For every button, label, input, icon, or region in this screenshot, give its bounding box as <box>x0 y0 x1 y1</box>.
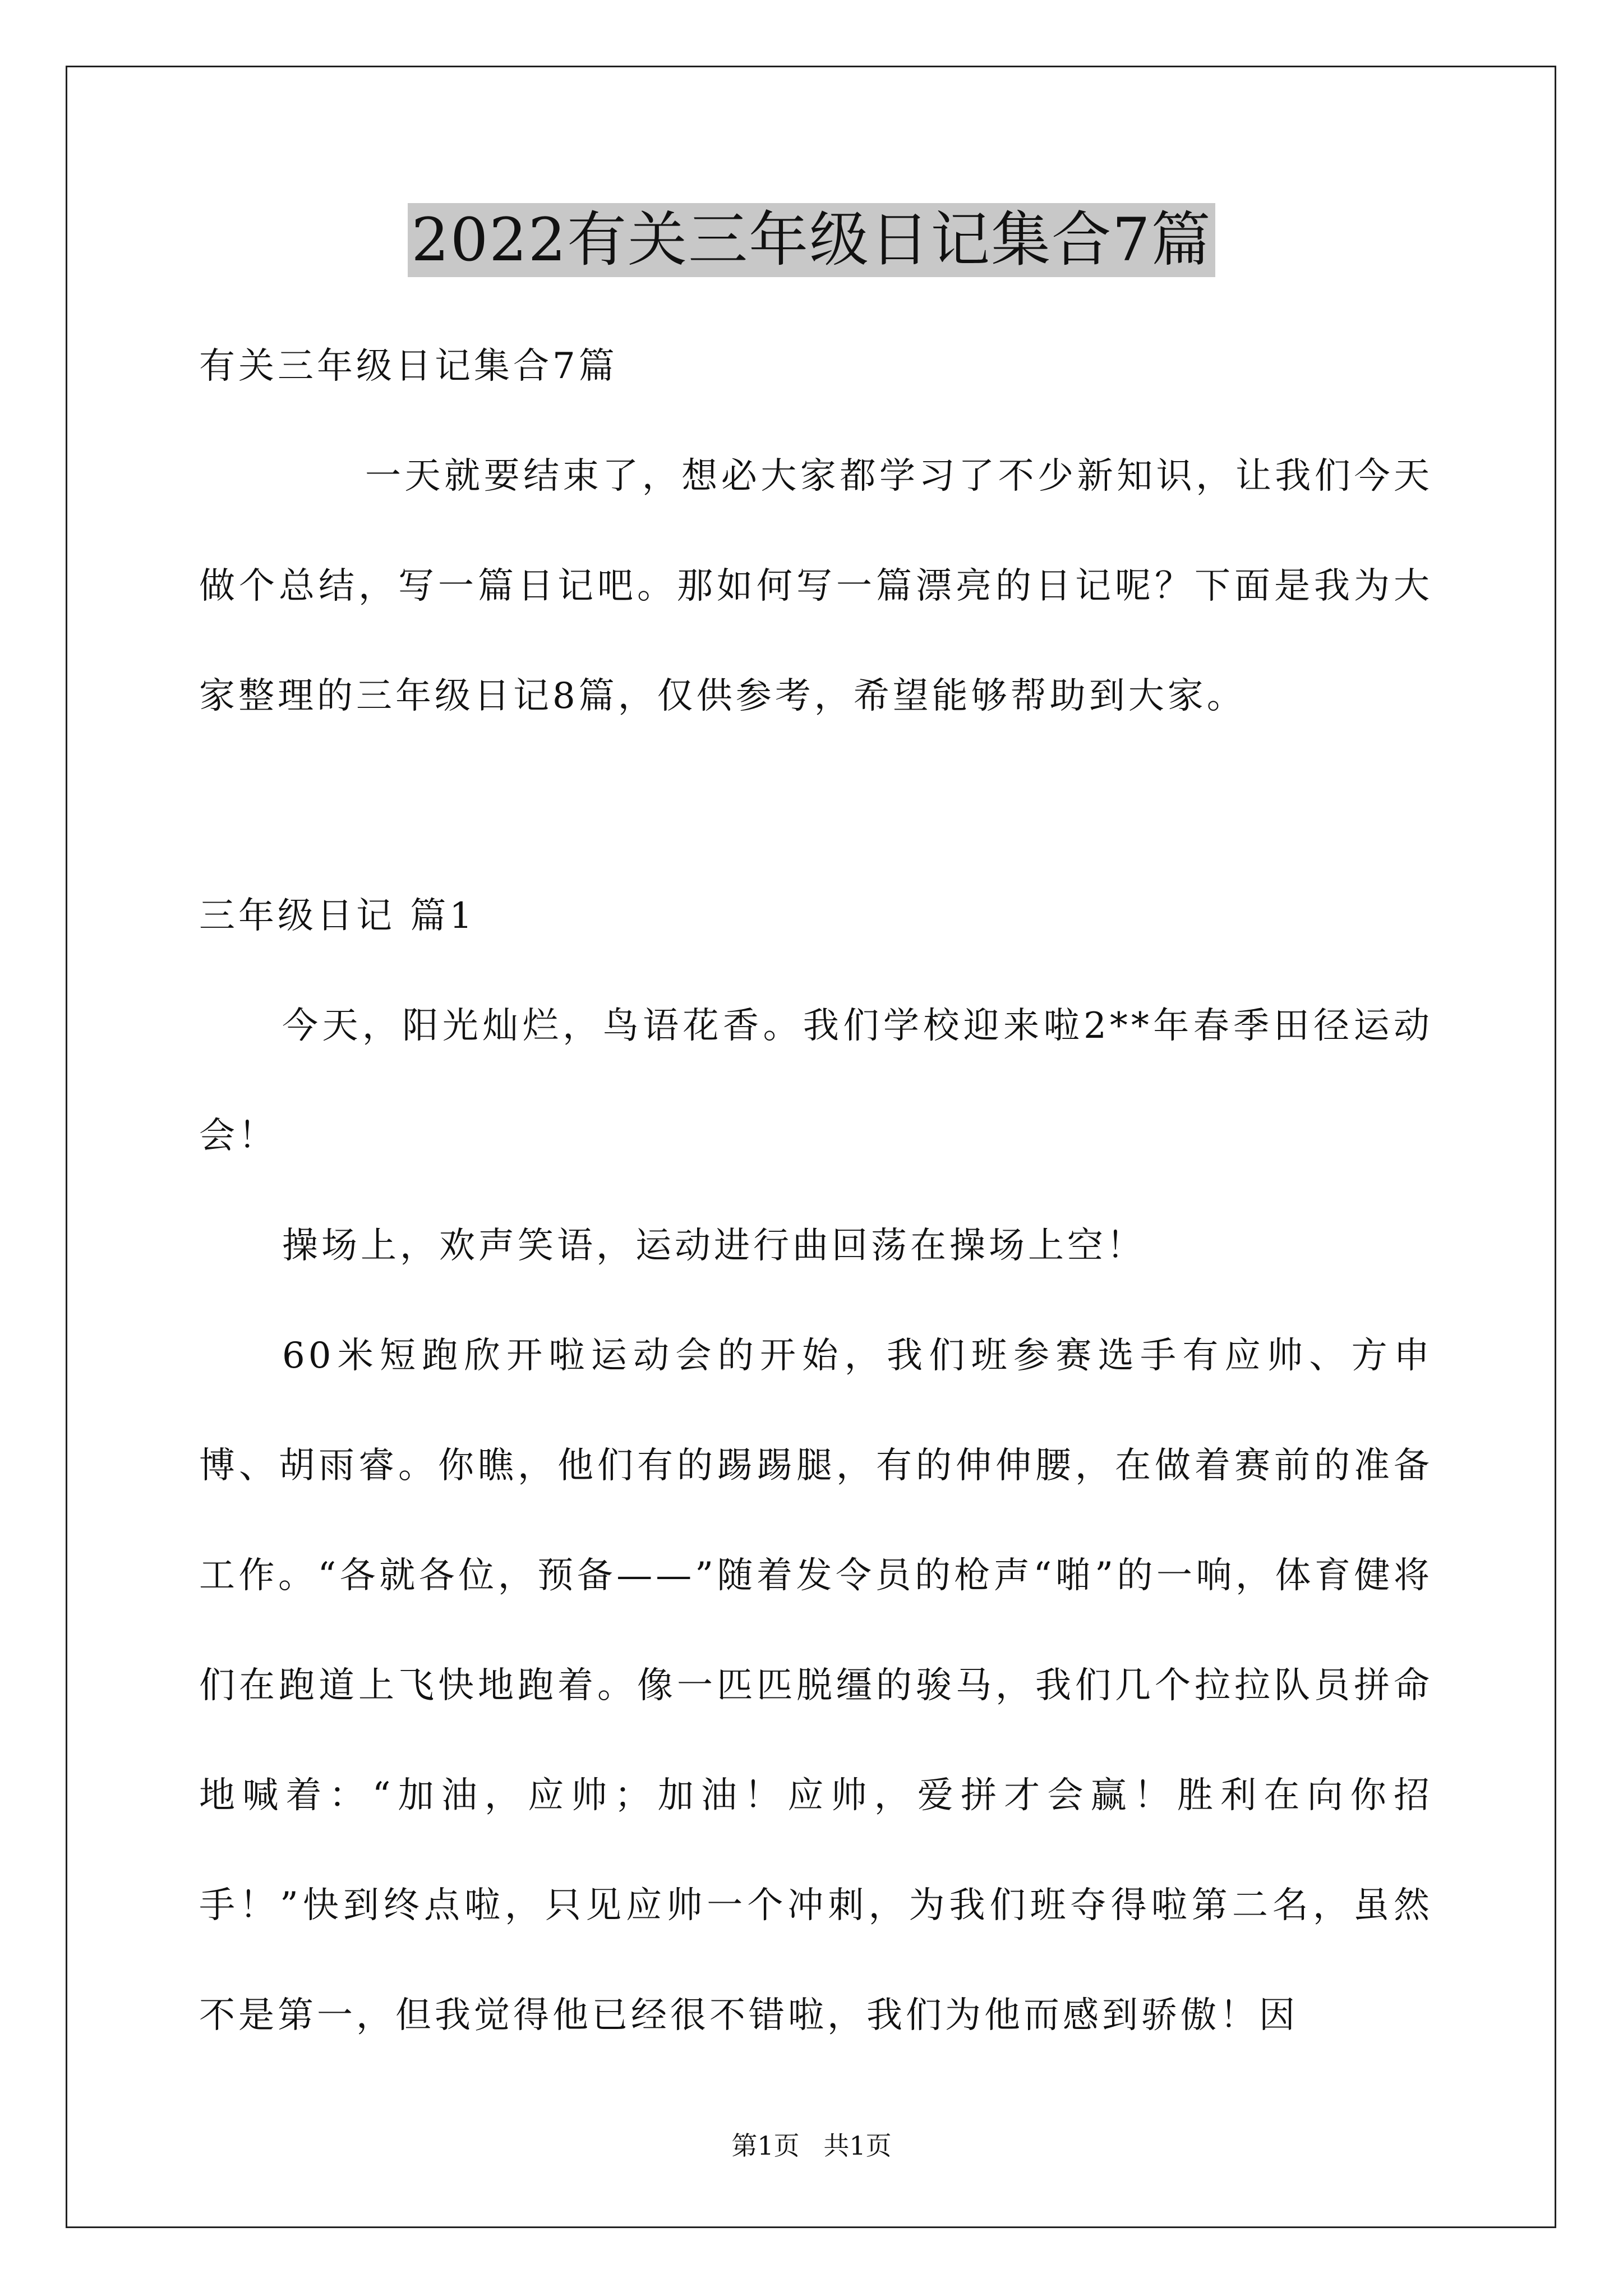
intro-paragraph: 一天就要结束了，想必大家都学习了不少新知识，让我们今天做个总结，写一篇日记吧。那如何写一篇漂亮的日记呢？下面是我为大家整理的三年级日记8篇，仅供参考，希望能够帮助到大家。 <box>199 455 1433 717</box>
document-body <box>199 311 1433 2070</box>
title-container <box>0 203 1623 277</box>
body-paragraph: 60米短跑欣开啦运动会的开始，我们班参赛选手有应帅、方申博、胡雨睿。你瞧，他们有的踢踢腿，有的伸伸腰，在做着赛前的准备工作。“各就各位，预备——”随着发令员的枪声“啪”的一响，体育健将们在跑道上飞快地跑着。像一匹匹脱缰的骏马，我们几个拉拉队员拼命地喊着：“加油，应帅；加油！应帅，爱拼才会赢！胜利在向你招手！”快到终点啦，只见应帅一个冲刺，为我们班夺得啦第二名，虽然不是第一，但我觉得他已经很不错啦，我们为他而感到骄傲！因 <box>199 1335 1433 2036</box>
page-footer <box>0 2129 1623 2162</box>
page-total: 共1页 <box>823 2131 892 2161</box>
document-title: 2022有关三年级日记集合7篇 <box>408 203 1215 277</box>
section-gap <box>199 751 1433 861</box>
page-number: 第1页 <box>731 2131 800 2161</box>
body-paragraph: 今天，阳光灿烂，鸟语花香。我们学校迎来啦2**年春季田径运动会！ <box>199 1005 1433 1157</box>
document-subtitle: 有关三年级日记集合7篇 <box>199 346 618 387</box>
section-heading: 三年级日记 篇1 <box>199 895 476 937</box>
body-paragraph: 操场上，欢声笑语，运动进行曲回荡在操场上空！ <box>282 1225 1146 1267</box>
